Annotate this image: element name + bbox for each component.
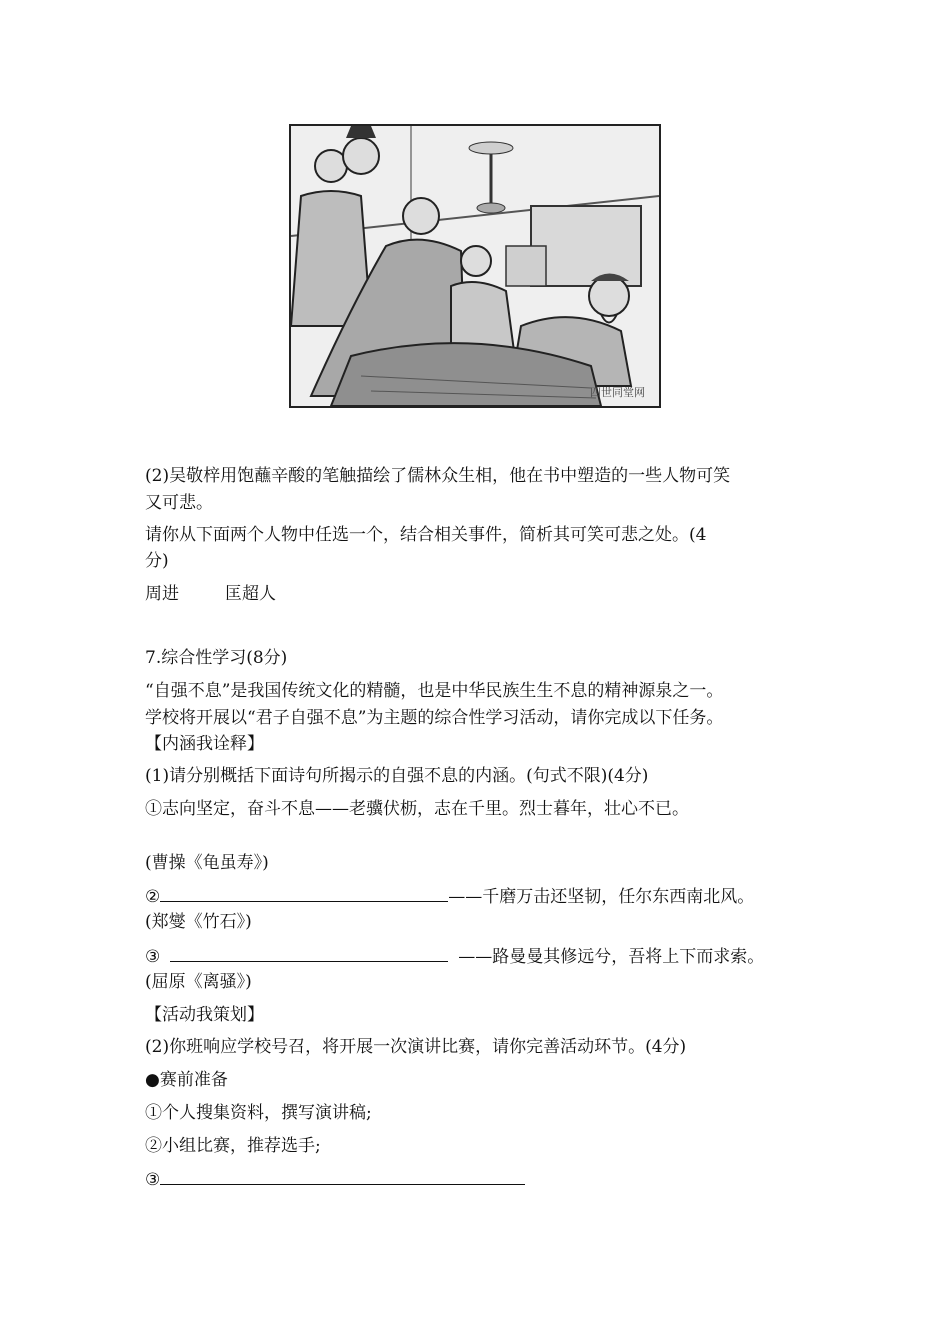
q7-item1: ①志向坚定，奋斗不息——老骥伏枥，志在千里。烈士暮年，壮心不已。 — [145, 799, 689, 819]
scholar-scene-illustration — [289, 124, 661, 408]
watermark-caption: 四世同堂网 — [590, 386, 645, 399]
q7-heading: 7.综合性学习(8分) — [145, 648, 288, 668]
q6-2-options — [145, 582, 276, 606]
q7-item2 — [145, 883, 754, 909]
q7-section-neihan: 【内涵我诠释】 — [145, 734, 264, 754]
q7-item3 — [145, 943, 764, 969]
q7-item1-source: (曹操《龟虽寿》) — [145, 853, 269, 873]
q7-prep2: ②小组比赛，推荐选手; — [145, 1136, 321, 1156]
option-kuangchaoren: 匡超人 — [225, 584, 276, 604]
prep3-number: ③ — [145, 1170, 161, 1190]
q7-task1: (1)请分别概括下面诗句所揭示的自强不息的内涵。(句式不限)(4分) — [145, 766, 649, 786]
option-zhoujin: 周进 — [145, 584, 179, 604]
item3-answer-blank[interactable] — [170, 943, 448, 962]
q7-intro2: 学校将开展以“君子自强不息”为主题的综合性学习活动，请你完成以下任务。 — [145, 708, 724, 728]
item2-answer-blank[interactable] — [160, 883, 448, 902]
q6-2-line2: 又可悲。 — [145, 493, 213, 513]
q6-2-line3: 请你从下面两个人物中任选一个，结合相关事件，简析其可笑可悲之处。(4 — [145, 525, 707, 545]
item2-verse: ——千磨万击还坚韧，任尔东西南北风。 — [448, 887, 755, 907]
q6-2-line1: (2)吴敬梓用饱蘸辛酸的笔触描绘了儒林众生相，他在书中塑造的一些人物可笑 — [145, 466, 731, 486]
q7-item3-source: (屈原《离骚》) — [145, 972, 252, 992]
q7-item2-source: (郑燮《竹石》) — [145, 912, 252, 932]
prep3-answer-blank[interactable] — [160, 1166, 525, 1185]
q7-prep3 — [145, 1166, 525, 1192]
q7-section-huodong: 【活动我策划】 — [145, 1005, 264, 1025]
item3-verse: ——路曼曼其修远兮，吾将上下而求索。 — [458, 947, 765, 967]
q6-2-line4: 分) — [145, 551, 169, 571]
q7-prep-title: ●赛前准备 — [145, 1070, 228, 1090]
q7-intro1: “自强不息”是我国传统文化的精髓，也是中华民族生生不息的精神源泉之一。 — [145, 681, 724, 701]
q7-prep1: ①个人搜集资料，撰写演讲稿; — [145, 1103, 372, 1123]
item3-number: ③ — [145, 947, 161, 967]
q7-task2: (2)你班响应学校号召，将开展一次演讲比赛，请你完善活动环节。(4分) — [145, 1037, 687, 1057]
item2-number: ② — [145, 887, 161, 907]
